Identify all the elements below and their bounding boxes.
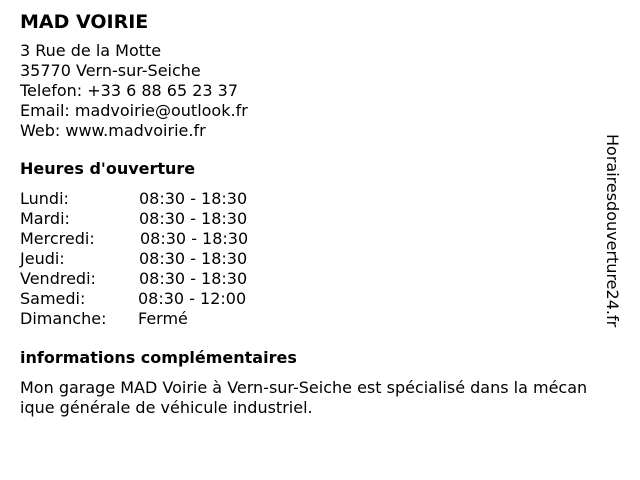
time-value: 08:30 - 18:30 (139, 209, 248, 228)
day-label: Samedi: (20, 289, 86, 308)
website: Web: www.madvoirie.fr (20, 121, 206, 140)
info-heading: informations complémentaires (20, 348, 297, 367)
street-address: 3 Rue de la Motte (20, 41, 162, 60)
hours-row-monday (20, 189, 590, 209)
hours-row-wednesday (20, 229, 590, 249)
time-value: 08:30 - 18:30 (139, 269, 248, 288)
hours-row-saturday (20, 289, 590, 309)
email-address: Email: madvoirie@outlook.fr (20, 101, 248, 120)
time-value: Fermé (138, 309, 188, 328)
city-address: 35770 Vern-sur-Seiche (20, 61, 201, 80)
phone-number: Telefon: +33 6 88 65 23 37 (20, 81, 239, 100)
business-card (20, 10, 590, 418)
info-description: Mon garage MAD Voirie à Vern-sur-Seiche est spécialisé dans la mécanique générale de véhicule industriel. (20, 378, 588, 417)
time-value: 08:30 - 12:00 (138, 289, 247, 308)
contact-details (20, 41, 590, 141)
hours-heading: Heures d'ouverture (20, 159, 196, 178)
day-label: Mardi: (20, 209, 70, 228)
hours-row-thursday (20, 249, 590, 269)
site-watermark: Horairesdouverture24.fr (603, 134, 622, 328)
time-value: 08:30 - 18:30 (140, 229, 249, 248)
hours-row-tuesday (20, 209, 590, 229)
time-value: 08:30 - 18:30 (139, 249, 248, 268)
day-label: Lundi: (20, 189, 69, 208)
day-label: Jeudi: (20, 249, 65, 268)
day-label: Dimanche: (20, 309, 107, 328)
day-label: Mercredi: (20, 229, 95, 248)
business-name: MAD VOIRIE (20, 11, 149, 33)
hours-row-friday (20, 269, 590, 289)
time-value: 08:30 - 18:30 (139, 189, 248, 208)
day-label: Vendredi: (20, 269, 96, 288)
hours-row-sunday (20, 309, 590, 329)
opening-hours-table (20, 189, 590, 329)
